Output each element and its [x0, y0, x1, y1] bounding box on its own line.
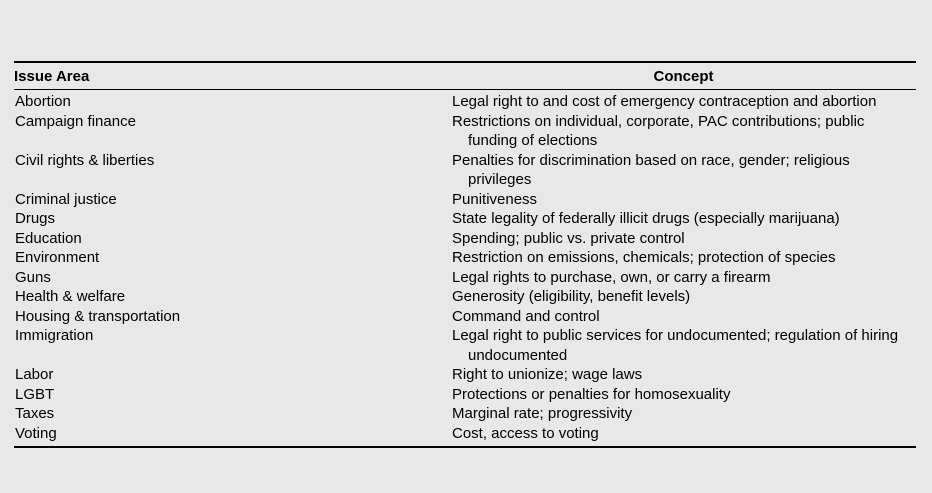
header-concept: Concept [653, 67, 714, 85]
table-header-row [14, 63, 916, 89]
table-row [14, 151, 916, 190]
cell-concept: Legal right to and cost of emergency contraception and abortion [452, 93, 877, 110]
cell-concept: Generosity (eligibility, benefit levels) [452, 288, 691, 305]
cell-issue-area: LGBT [15, 385, 55, 403]
cell-issue-area: Education [15, 229, 82, 247]
table-row [14, 385, 916, 405]
cell-concept: Legal right to public services for undocumented; regulation of hiring undocumented [452, 327, 899, 364]
cell-concept: Cost, access to voting [452, 424, 599, 442]
cell-issue-area: Health & welfare [15, 288, 126, 305]
cell-issue-area: Housing & transportation [15, 307, 181, 325]
table-row [14, 229, 916, 249]
table-row [14, 404, 916, 424]
table-row [14, 365, 916, 385]
cell-concept: Spending; public vs. private control [452, 229, 685, 247]
header-issue-area: Issue Area [14, 67, 90, 85]
table-row [14, 326, 916, 365]
table-body [14, 90, 916, 446]
table-row [14, 307, 916, 327]
cell-issue-area: Abortion [15, 93, 71, 110]
issue-concept-table [14, 61, 916, 448]
cell-issue-area: Taxes [15, 405, 55, 422]
table-row [14, 209, 916, 229]
cell-concept: Penalties for discrimination based on race, gender; religious privileges [452, 151, 850, 188]
cell-issue-area: Civil rights & liberties [15, 151, 155, 169]
cell-issue-area: Drugs [15, 210, 56, 227]
table-row [14, 92, 916, 112]
cell-concept: Marginal rate; progressivity [452, 405, 633, 422]
cell-concept: Restriction on emissions, chemicals; protection of species [452, 249, 836, 266]
cell-issue-area: Voting [15, 424, 57, 442]
cell-concept: Legal rights to purchase, own, or carry a firearm [452, 268, 771, 286]
cell-issue-area: Immigration [15, 327, 94, 344]
cell-issue-area: Campaign finance [15, 112, 136, 130]
table-row [14, 424, 916, 444]
cell-concept: Protections or penalties for homosexuality [452, 385, 731, 403]
cell-issue-area: Environment [15, 249, 100, 266]
cell-concept: Punitiveness [452, 190, 538, 208]
table-row [14, 190, 916, 210]
cell-issue-area: Labor [15, 366, 54, 383]
cell-issue-area: Guns [15, 268, 51, 286]
table-row [14, 248, 916, 268]
cell-concept: Command and control [452, 307, 600, 325]
table-bottom-rule [14, 446, 916, 448]
cell-issue-area: Criminal justice [15, 190, 117, 208]
table-row [14, 112, 916, 151]
table-row [14, 268, 916, 288]
table-row [14, 287, 916, 307]
cell-concept: State legality of federally illicit drugs (especially marijuana) [452, 210, 840, 227]
cell-concept: Right to unionize; wage laws [452, 366, 643, 383]
cell-concept: Restrictions on individual, corporate, PAC contributions; public funding of elections [452, 112, 865, 149]
